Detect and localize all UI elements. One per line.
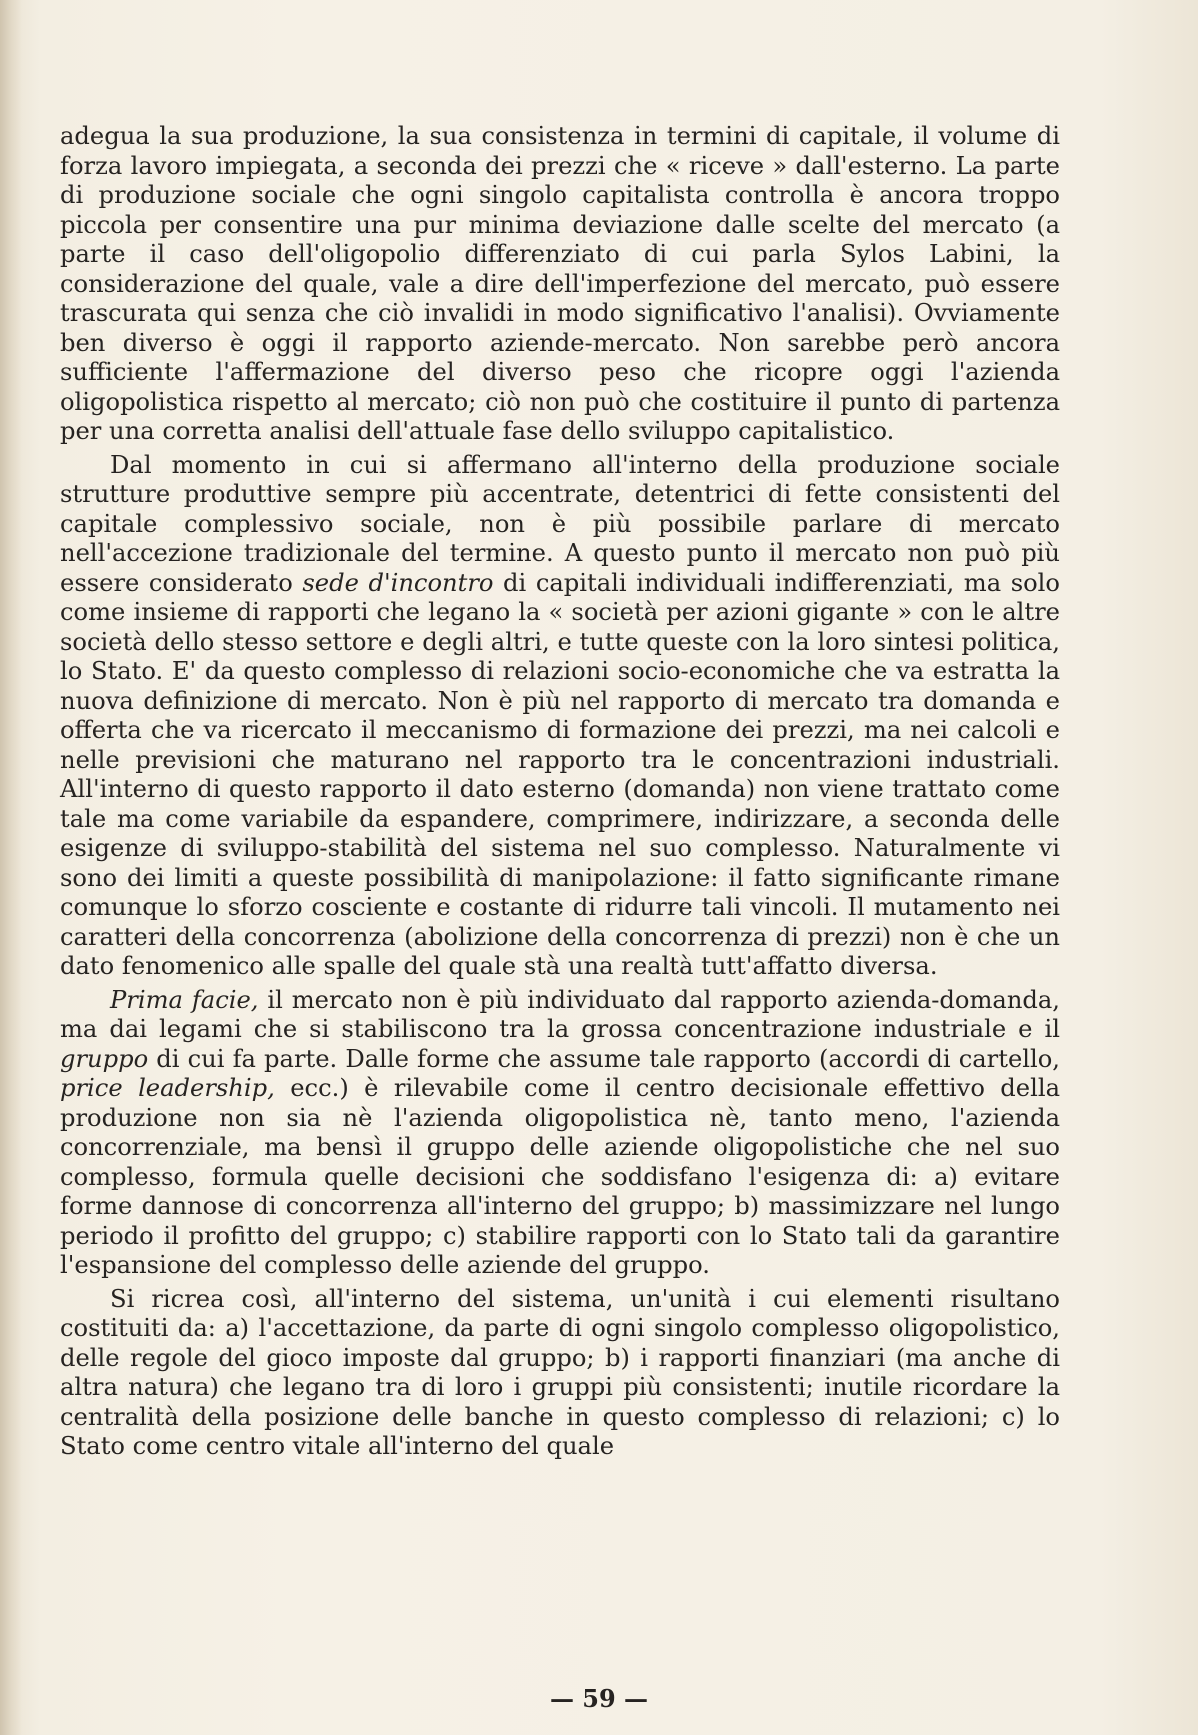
italic-phrase: Prima facie,: [110, 985, 259, 1014]
text-segment: ecc.) è rilevabile come il centro decisionale effettivo della produzione non sia nè l'azienda oligopolistica nè, tanto meno, l'azienda concorrenziale, ma bensì il gruppo delle aziende oligopolistiche che nel suo complesso, formula quelle decisioni che soddisfano l'esigenza di: a) evitare forme dannose di concorrenza all'interno del gruppo; b) massimizzare nel lungo periodo il profitto del gruppo; c) stabilire rapporti con lo Stato tali da garantire l'espansione del complesso delle aziende del gruppo.: [60, 1074, 1060, 1279]
text-segment: il mercato non è più individuato dal rapporto azienda-domanda, ma dai legami che si stabiliscono tra la grossa concentrazione industriale e il: [60, 985, 1060, 1043]
text-segment: Dal momento in cui si affermano all'interno della produzione sociale strutture produttive sempre più accentrate, detentrici di fette consistenti del capitale complessivo sociale, non è più possibile parlare di mercato nell'accezione tradizionale del termine. A questo punto il mercato non può più essere considerato: [60, 450, 1060, 597]
paragraph-1: [60, 122, 1060, 447]
body-text: [60, 122, 1060, 1462]
italic-phrase: price leadership,: [60, 1074, 275, 1102]
italic-phrase: sede d'incontro: [302, 568, 494, 597]
paragraph-2: [60, 451, 1060, 982]
text-segment: Si ricrea così, all'interno del sistema, un'unità i cui elementi risultano costituiti da: a) l'accettazione, da parte di ogni singolo complesso oligopolistico, delle regole del gioco imposte dal gruppo; b) i rapporti finanziari (ma anche di altra natura) che legano tra di loro i gruppi più consistenti; inutile ricordare la centralità della posizione delle banche in questo complesso di relazioni; c) lo Stato come centro vitale all'interno del quale: [60, 1284, 1060, 1460]
page-spine-shadow: [0, 0, 22, 1735]
text-segment: di capitali individuali indifferenziati, ma solo come insieme di rapporti che legano la « società per azioni gigante » con le altre società dello stesso settore e degli altri, e tutte queste con la loro sintesi politica, lo Stato. E' da questo complesso di relazioni socio-economiche che va estratta la nuova definizione di mercato. Non è più nel rapporto di mercato tra domanda e offerta che va ricercato il meccanismo di formazione dei prezzi, ma nei calcoli e nelle previsioni che maturano nel rapporto tra le concentrazioni industriali. All'interno di questo rapporto il dato esterno (domanda) non viene trattato come tale ma come variabile da espandere, comprimere, indirizzare, a seconda delle esigenze di sviluppo-stabilità del sistema nel suo complesso. Naturalmente vi sono dei limiti a queste possibilità di manipolazione: il fatto significante rimane comunque lo sforzo cosciente e costante di ridurre tali vincoli. Il mutamento nei caratteri della concorrenza (abolizione della concorrenza di prezzi) non è che un dato fenomenico alle spalle del quale stà una realtà tutt'affatto diversa.: [60, 568, 1060, 980]
text-segment: di cui fa parte. Dalle forme che assume tale rapporto (accordi di cartello,: [148, 1044, 1060, 1073]
page-number: — 59 —: [549, 1684, 649, 1713]
paragraph-3: [60, 986, 1060, 1281]
paragraph-4: [60, 1285, 1060, 1462]
text-segment: adegua la sua produzione, la sua consistenza in termini di capitale, il volume di forza lavoro impiegata, a seconda dei prezzi che « riceve » dall'esterno. La parte di produzione sociale che ogni singolo capitalista controlla è ancora troppo piccola per consentire una pur minima deviazione dalle scelte del mercato (a parte il caso dell'oligopolio differenziato di cui parla Sylos Labini, la considerazione del quale, vale a dire dell'imperfezione del mercato, può essere trascurata qui senza che ciò invalidi in modo significativo l'analisi). Ovviamente ben diverso è oggi il rapporto aziende-mercato. Non sarebbe però ancora sufficiente l'affermazione del diverso peso che ricopre oggi l'azienda oligopolistica rispetto al mercato; ciò non può che costituire il punto di partenza per una corretta analisi dell'attuale fase dello sviluppo capitalistico.: [60, 122, 1060, 445]
italic-phrase: gruppo: [60, 1044, 149, 1073]
